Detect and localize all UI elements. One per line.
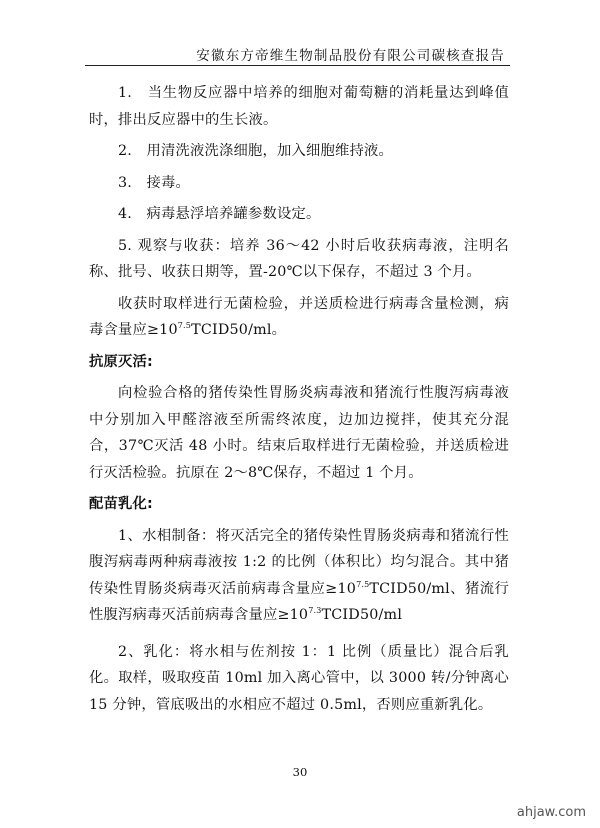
- section-title-antigen-inactivation: 抗原灭活:: [89, 353, 153, 370]
- paragraph-emulsification: 2、乳化：将水相与佐剂按 1：1 比例（质量比）混合后乳化。取样，吸取疫苗 10ml 加入离心管中，以 3000 转/分钟离心 15 分钟，管底吸出的水相应不超过 0.5ml，否则应重新乳化。: [89, 643, 509, 713]
- paragraph-step-4: 4. 病毒悬浮培养罐参数设定。: [118, 206, 321, 222]
- harvest-unit: TCID50/ml。: [191, 322, 287, 338]
- paragraph-step-3: 3. 接毒。: [118, 174, 191, 191]
- page-number: 30: [292, 765, 308, 779]
- aqueous-exponent-2: 7.3: [308, 606, 322, 615]
- paragraph-step-1: 1. 当生物反应器中培养的细胞对葡萄糖的消耗量达到峰值时，排出反应器中的生长液。: [89, 85, 509, 128]
- section-title-vaccine-emulsification: 配苗乳化:: [89, 496, 153, 512]
- paragraph-harvest-sampling: [89, 291, 509, 344]
- paragraph-inactivation: 向检验合格的猪传染性胃肠炎病毒液和猪流行性腹泻病毒液中分别加入甲醛溶液至所需终浓度，边加边搅拌，使其充分混合，37℃灭活 48 小时。结束后取样进行无菌检验，并送质检进行灭活检验。抗原在 2～8℃保存，不超过 1 个月。: [89, 385, 509, 481]
- harvest-exponent: 7.5: [177, 321, 192, 330]
- header-rule: [85, 65, 510, 66]
- aqueous-text-1: 1、水相制备：将灭活完全的猪传染性胃肠炎病毒和猪流行性腹泻病毒两种病毒液按 1:2 的比例（体积比）均匀混合。其中猪传染性胃肠炎病毒灭活前病毒含量应≥10: [89, 527, 509, 597]
- harvest-text: 收获时取样进行无菌检验，并送质检进行病毒含量检测，病毒含量应≥10: [89, 295, 509, 338]
- watermark: ahjaw.com: [516, 805, 586, 820]
- document-body: [89, 80, 509, 718]
- aqueous-text-2: TCID50/ml、猪流行性腹泻病毒灭活前病毒含量应≥10: [89, 580, 509, 623]
- aqueous-exponent-1: 7.5: [356, 579, 370, 589]
- paragraph-aqueous-phase: [89, 523, 509, 629]
- paragraph-step-2: 2. 用清洗液洗涤细胞，加入细胞维持液。: [118, 143, 393, 159]
- aqueous-text-3: TCID50/ml: [321, 607, 403, 623]
- paragraph-step-5: 5. 观察与收获：培养 36～42 小时后收获病毒液，注明名称、批号、收获日期等，置-20℃以下保存，不超过 3 个月。: [89, 237, 509, 280]
- page-header: 安徽东方帝维生物制品股份有限公司碳核查报告: [196, 48, 505, 64]
